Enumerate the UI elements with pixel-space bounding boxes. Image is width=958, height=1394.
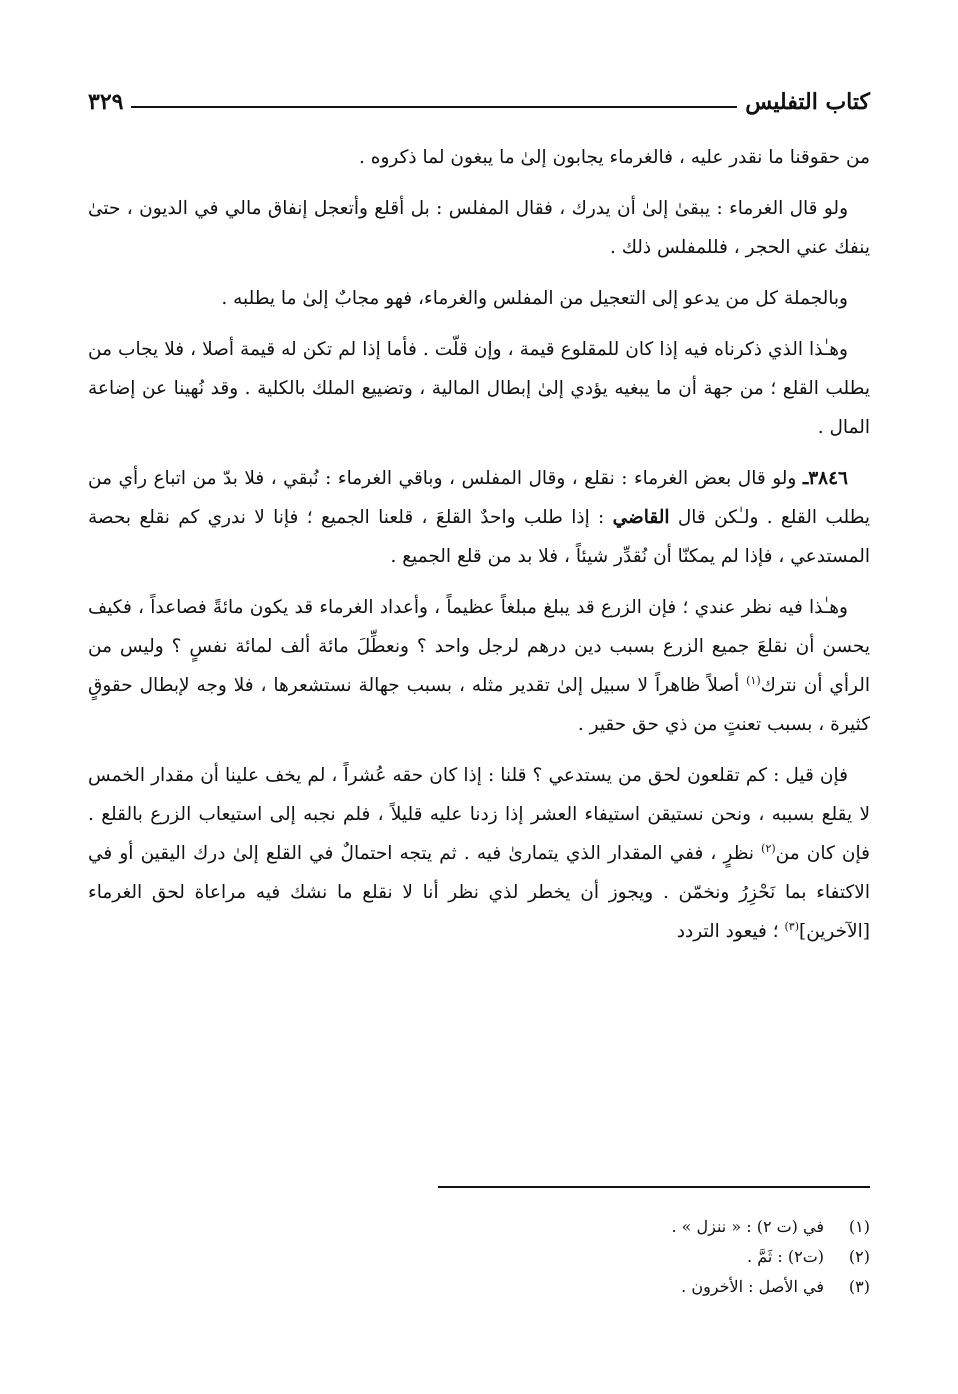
paragraph-5 <box>88 459 870 576</box>
paragraph-5-text-b: : إذا طلب واحدٌ القلعَ ، قلعنا الجميع ؛ فإنا لا ندري كم نقلع بحصة المستدعي ، فإذا لم يمكنّا أن نُقدِّر شيئاً ، فلا بد من قلع الجميع . <box>88 507 870 567</box>
footnote-text: (ت٢) : ثَمَّ . <box>747 1247 824 1266</box>
footnote-mark: (١) <box>848 1217 870 1236</box>
paragraph-6 <box>88 588 870 744</box>
footnote-1 <box>88 1212 870 1242</box>
running-header <box>88 84 870 120</box>
footnote-ref-3[interactable]: (٣) <box>784 919 799 933</box>
page-number: ٣٢٩ <box>88 89 124 115</box>
paragraph-7 <box>88 756 870 951</box>
paragraph-2: ولو قال الغرماء : يبقىٰ إلىٰ أن يدرك ، فقال المفلس : بل أقلع وأتعجل إنفاق مالي في الديون ، حتىٰ ينفك عني الحجر ، فللمفلس ذلك . <box>88 198 870 258</box>
paragraph-6-text-b: أصلاً ظاهراً لا سبيل إلىٰ تقدير مثله ، بسبب جهالة نستشعرها ، فلا وجه لإبطال حقوقٍ كثيرة ، بسبب تعنتٍ من ذي حق حقير . <box>88 675 870 735</box>
paragraph-6-text-a: وهـٰذا فيه نظر عندي ؛ فإن الزرع قد يبلغ مبلغاً عظيماً ، وأعداد الغرماء قد يكون مائةً فصاعداً ، فكيف يحسن أن نقلعَ جميع الزرع بسبب دين درهم لرجل واحد ؟ ونعطِّلَ مائة ألف لمائة نفسٍ ؟ وليس من الرأي أن نترك <box>88 597 870 696</box>
paragraph-7-text-b: نظرٍ ، ففي المقدار الذي يتمارىٰ فيه . ثم يتجه احتمالٌ في القلع إلىٰ درك اليقين أو في الاكتفاء بما نَحْزِرُ ونخمّن . ويجوز أن يخطر لذي نظر أنا لا نقلع ما نشك فيه مراعاة لحق الغرماء [الآخرين] <box>88 843 870 942</box>
book-title: كتاب التفليس <box>745 89 870 115</box>
footnote-mark: (٣) <box>848 1277 870 1296</box>
paragraph-3: وبالجملة كل من يدعو إلى التعجيل من المفلس والغرماء، فهو مجابٌ إلىٰ ما يطلبه . <box>221 288 848 309</box>
paragraph-7-text-c: ؛ فيعود التردد <box>676 921 785 942</box>
footnote-text: في الأصل : الأخرون . <box>681 1277 824 1296</box>
paragraph-1: من حقوقنا ما نقدر عليه ، فالغرماء يجابون إلىٰ ما يبغون لما ذكروه . <box>359 147 870 168</box>
footnote-3 <box>88 1272 870 1302</box>
paragraph-5-text-a: ولو قال بعض الغرماء : نقلع ، وقال المفلس ، وباقي الغرماء : نُبقي ، فلا بدّ من اتباع رأي من يطلب القلع . ولـٰكن قال <box>88 468 870 528</box>
footnote-2 <box>88 1242 870 1272</box>
paragraph-4: وهـٰذا الذي ذكرناه فيه إذا كان للمقلوع قيمة ، وإن قلّت . فأما إذا لم تكن له قيمة أصلا ، فلا يجاب من يطلب القلع ؛ من جهة أن ما يبغيه يؤدي إلىٰ إبطال المالية ، وتضييع الملك بالكلية . وقد نُهينا عن إضاعة المال . <box>88 339 870 438</box>
footnotes <box>88 1212 870 1302</box>
footnote-mark: (٢) <box>848 1247 870 1266</box>
header-rule <box>131 106 737 108</box>
footnote-text: في (ت ٢) : « ننزل » . <box>671 1217 824 1236</box>
footnote-ref-2[interactable]: (٢) <box>761 841 776 855</box>
main-text <box>88 138 870 963</box>
qadi-name: القاضي <box>612 507 670 528</box>
footnote-ref-1[interactable]: (١) <box>746 673 761 687</box>
paragraph-7-text-a: فإن قيل : كم تقلعون لحق من يستدعي ؟ قلنا : إذا كان حقه عُشراً ، لم يخف علينا أن مقدار الخمس لا يقلع بسببه ، ونحن نستيقن استيفاء العشر إذا زدنا عليه قليلاً ، فلم نجبه إلى استيعاب الزرع بالقلع . فإن كان من <box>88 765 870 864</box>
issue-number: ٣٨٤٦ـ <box>802 468 848 489</box>
footnote-separator <box>438 1186 870 1188</box>
